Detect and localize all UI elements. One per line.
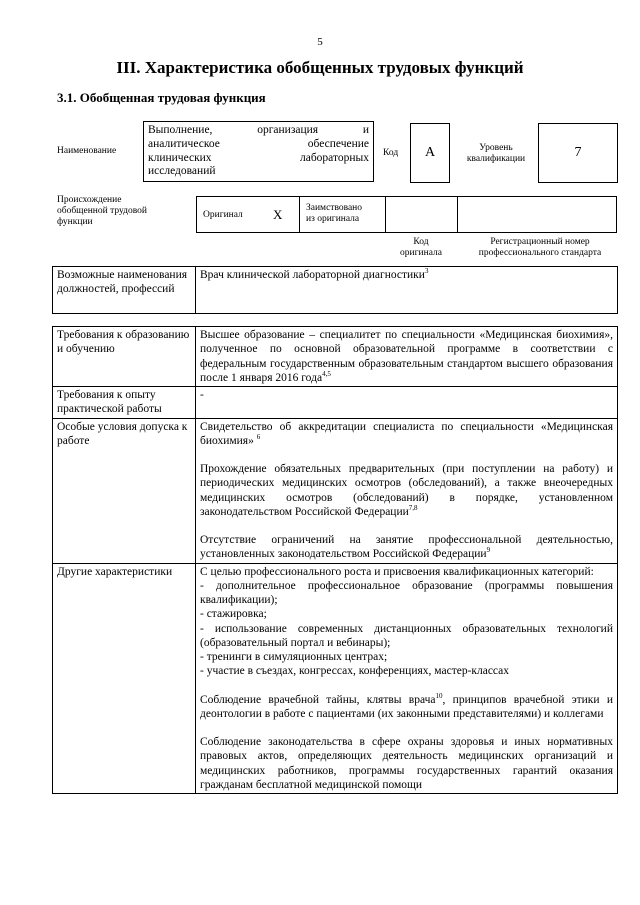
experience-label: Требования к опыту практической работы <box>53 387 196 419</box>
code-label: Код <box>383 148 399 158</box>
table-row <box>53 563 618 794</box>
origin-label-line: Происхождение <box>57 195 122 205</box>
list-item: - тренинги в симуляционных центрах; <box>200 651 388 663</box>
footnote-mark: 4,5 <box>322 369 331 378</box>
admission-paragraph <box>200 420 613 449</box>
code-caption-line: оригинала <box>400 247 442 258</box>
list-item: - участие в съездах, конгрессах, конференциях, мастер-классах <box>200 665 510 678</box>
origin-label-line: функции <box>57 216 93 227</box>
admission-text: Свидетельство об аккредитации специалиста по специальности «Медицинская биохимия» <box>200 420 613 447</box>
footnote-mark: 6 <box>256 432 261 441</box>
level-label <box>458 143 534 165</box>
name-word: исследований <box>148 165 216 178</box>
admission-paragraph <box>200 462 613 519</box>
positions-value: Врач клинической лабораторной диагностики <box>200 269 425 281</box>
level-label-line: Уровень <box>479 143 513 153</box>
admission-label: Особые условия допуска к работе <box>53 418 196 563</box>
list-item: - дополнительное профессиональное образование (программы повышения квалификации); <box>200 579 613 606</box>
name-word: обеспечение <box>307 137 369 150</box>
other-intro: С целью профессионального роста и присвоения квалификационных категорий: <box>200 565 594 578</box>
original-mark: X <box>273 207 283 222</box>
other-text: Соблюдение законодательства в сфере охраны здоровья и иных нормативных правовых актов, определяющих деятельность медицинских организаций и медицинских работников, программы государственных гарантий оказания гражданам бесплатной медицинской помощи <box>200 736 613 791</box>
positions-value-cell <box>196 267 618 314</box>
other-text: Соблюдение врачебной тайны, клятвы врача <box>200 693 436 706</box>
level-label-line: квалификации <box>466 153 526 164</box>
origin-code-cell <box>386 197 458 232</box>
footnote-mark: 9 <box>486 546 491 555</box>
origin-label-line: обобщенной трудовой <box>57 205 147 216</box>
subsection-title: 3.1. Обобщенная трудовая функция <box>57 90 266 105</box>
name-label: Наименование <box>57 146 117 156</box>
borrowed-label-line: Заимствовано <box>306 203 363 213</box>
original-cell <box>197 197 300 232</box>
page-number: 5 <box>317 36 323 48</box>
footnote-mark: 10 <box>435 691 443 700</box>
name-word: и <box>362 124 369 136</box>
section-title: III. Характеристика обобщенных трудовых функций <box>116 58 524 77</box>
footnote-mark: 3 <box>424 267 429 276</box>
list-item: - использование современных дистанционных образовательных технологий (образовательный портал и вебинары); <box>200 622 613 649</box>
other-text: , принципов врачебной этики и деонтологии в работе с пациентами (их законными представителями) и коллегами <box>200 693 613 720</box>
other-value-cell <box>196 563 618 794</box>
name-word: организация <box>257 124 319 136</box>
code-caption-line: Код <box>413 237 429 247</box>
positions-table <box>52 266 618 314</box>
table-row <box>53 418 618 563</box>
table-row <box>53 387 618 419</box>
footnote-mark: 7,8 <box>408 503 418 512</box>
admission-paragraph <box>200 533 613 562</box>
registration-caption <box>460 237 620 259</box>
other-paragraph <box>200 565 613 679</box>
experience-value: - <box>196 387 618 419</box>
other-paragraph <box>200 735 613 792</box>
registration-number-cell <box>458 197 616 232</box>
education-label: Требования к образованию и обучению <box>53 327 196 387</box>
original-label: Оригинал <box>203 210 243 220</box>
registration-caption-line: профессионального стандарта <box>478 247 602 258</box>
education-value-cell <box>196 327 618 387</box>
level-value: 7 <box>538 123 618 183</box>
code-value: A <box>410 123 450 183</box>
admission-value-cell <box>196 418 618 563</box>
borrowed-cell <box>300 197 386 232</box>
name-word: лабораторных <box>299 151 369 164</box>
table-row <box>53 327 618 387</box>
origin-label <box>57 195 147 228</box>
origin-row <box>196 196 617 233</box>
education-value: Высшее образование – специалитет по специальности «Медицинская биохимия», полученное по основной образовательной программе в соответствии с федеральным государственным образовательным стандартом высшего образования после 1 января 2016 года <box>200 329 613 384</box>
borrowed-label <box>306 203 362 225</box>
name-word: клинических <box>148 151 212 164</box>
borrowed-label-line: из оригинала <box>306 213 360 224</box>
name-word: Выполнение, <box>148 124 213 136</box>
registration-caption-line: Регистрационный номер <box>490 237 590 247</box>
requirements-table <box>52 326 618 794</box>
list-item: - стажировка; <box>200 608 267 621</box>
admission-text: Прохождение обязательных предварительных (при поступлении на работу) и периодических медицинских осмотров (обследований), а также внеочередных медицинских осмотров (обследований) в порядке, установленном законодательством Российской Федерации <box>200 463 613 518</box>
name-word: аналитическое <box>148 137 220 150</box>
positions-label: Возможные наименования должностей, профессий <box>53 267 196 314</box>
code-caption <box>385 237 457 259</box>
other-paragraph <box>200 693 613 722</box>
other-label: Другие характеристики <box>53 563 196 794</box>
admission-text: Отсутствие ограничений на занятие профессиональной деятельностью, установленных законодательством Российской Федерации <box>200 534 613 561</box>
function-name-box <box>143 121 374 182</box>
